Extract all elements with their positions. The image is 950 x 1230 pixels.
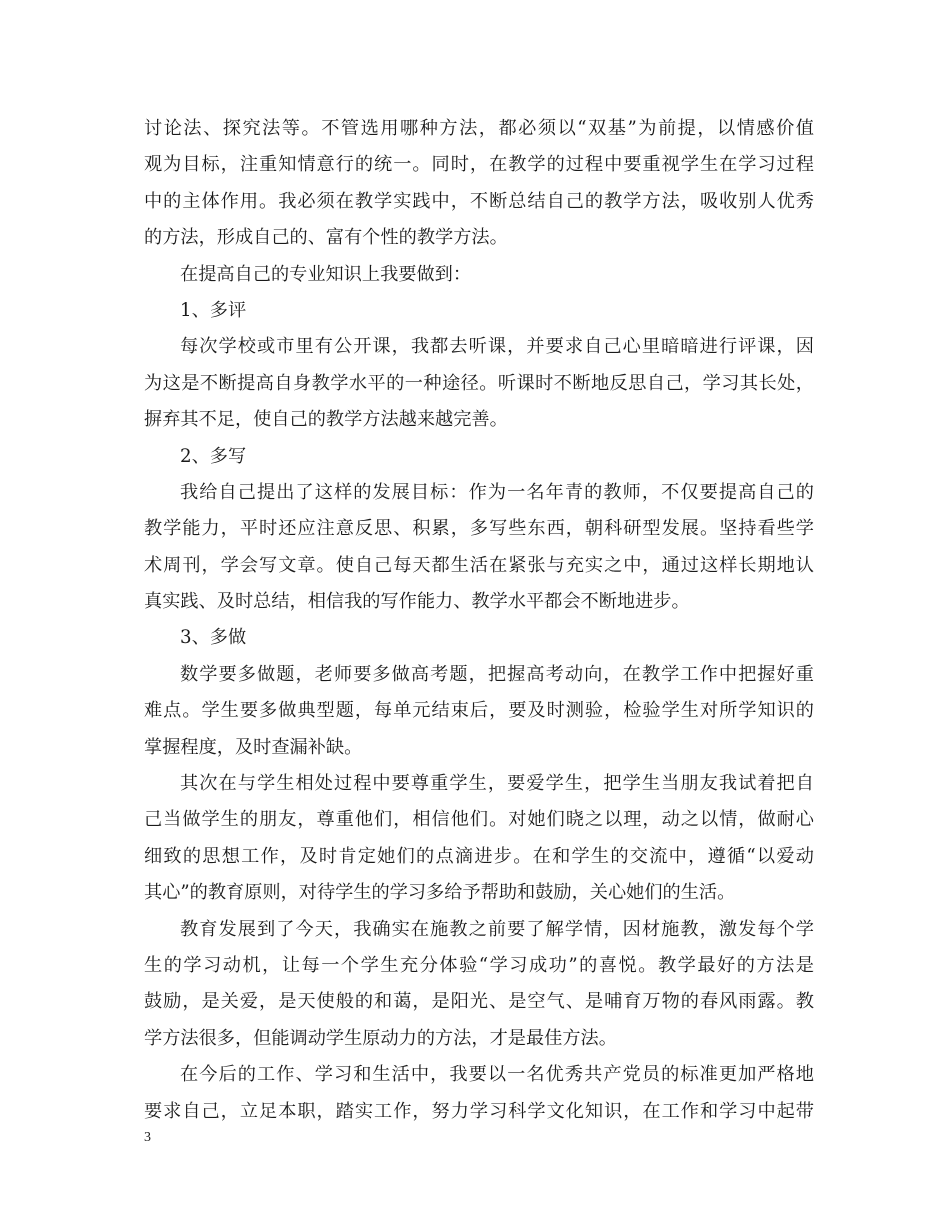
text-line: 术周刊，学会写文章。使自己每天都生活在紧张与充实之中，通过这样长期地认 — [144, 554, 814, 576]
text-line: 中的主体作用。我必须在教学实践中，不断总结自己的教学方法，吸收别人优秀 — [144, 190, 814, 212]
text-line: 掌握程度，及时查漏补缺。 — [144, 736, 363, 758]
text-line: 摒弃其不足，使自己的教学方法越来越完善。 — [144, 409, 508, 431]
text-line: 其次在与学生相处过程中要尊重学生，要爱学生，把学生当朋友我试着把自 — [180, 773, 814, 795]
page-number: 3 — [144, 1130, 151, 1145]
text-line: 生的学习动机，让每一个学生充分体验“学习成功”的喜悦。教学最好的方法是 — [144, 954, 814, 976]
text-line: 3、多做 — [180, 627, 247, 649]
text-line: 每次学校或市里有公开课，我都去听课，并要求自己心里暗暗进行评课，因 — [180, 336, 814, 358]
text-line: 要求自己，立足本职，踏实工作，努力学习科学文化知识，在工作和学习中起带 — [144, 1100, 814, 1122]
text-line: 为这是不断提高自身教学水平的一种途径。听课时不断地反思自己，学习其长处， — [144, 372, 814, 394]
text-line: 2、多写 — [180, 445, 247, 467]
text-line: 数学要多做题，老师要多做高考题，把握高考动向，在教学工作中把握好重 — [180, 663, 814, 685]
text-line: 讨论法、探究法等。不管选用哪种方法，都必须以“双基”为前提，以情感价值 — [144, 118, 814, 139]
text-line: 真实践、及时总结，相信我的写作能力、教学水平都会不断地进步。 — [144, 591, 690, 613]
text-line: 在今后的工作、学习和生活中，我要以一名优秀共产党员的标准更加严格地 — [180, 1064, 814, 1086]
text-line: 难点。学生要多做典型题，每单元结束后，要及时测验，检验学生对所学知识的 — [144, 700, 814, 722]
text-line: 己当做学生的朋友，尊重他们，相信他们。对她们晓之以理，动之以情，做耐心 — [144, 809, 814, 831]
text-line: 学方法很多，但能调动学生原动力的方法，才是最佳方法。 — [144, 1027, 617, 1049]
text-line: 教学能力，平时还应注意反思、积累，多写些东西，朝科研型发展。坚持看些学 — [144, 518, 814, 540]
text-line: 细致的思想工作，及时肯定她们的点滴进步。在和学生的交流中，遵循“以爱动 — [144, 845, 814, 867]
text-line: 教育发展到了今天，我确实在施教之前要了解学情，因材施教，激发每个学 — [180, 918, 814, 940]
document-body — [144, 111, 814, 1130]
text-line: 观为目标，注重知情意行的统一。同时，在教学的过程中要重视学生在学习过程 — [144, 154, 814, 176]
text-line: 1、多评 — [180, 299, 247, 321]
text-line: 在提高自己的专业知识上我要做到： — [180, 263, 472, 285]
text-line: 其心”的教育原则，对待学生的学习多给予帮助和鼓励，关心她们的生活。 — [144, 882, 736, 904]
text-line: 我给自己提出了这样的发展目标：作为一名年青的教师，不仅要提高自己的 — [180, 481, 814, 503]
text-line: 鼓励，是关爱，是天使般的和蔼，是阳光、是空气、是哺育万物的春风雨露。教 — [144, 991, 814, 1013]
text-line: 的方法，形成自己的、富有个性的教学方法。 — [144, 227, 508, 249]
